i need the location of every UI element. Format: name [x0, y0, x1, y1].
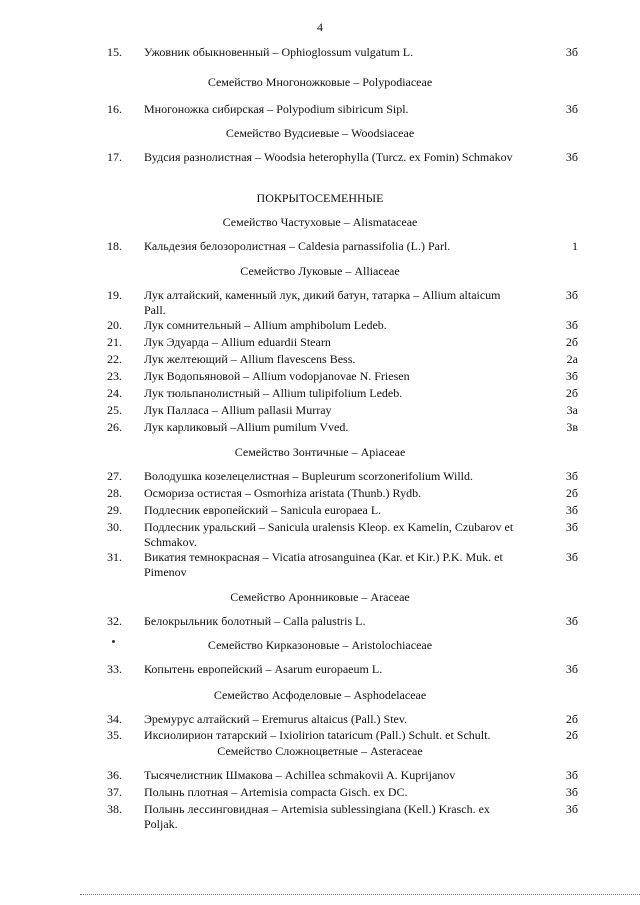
rarity-category: 3б: [565, 102, 578, 116]
species-name: Лук желтеющий – Allium flavescens Bess.: [144, 352, 356, 366]
species-name: Лук Водопьяновой – Allium vodopjanovae N. Friesen: [144, 369, 410, 383]
item-number: 27.: [107, 469, 122, 483]
rarity-category: 3б: [565, 550, 578, 564]
species-name: Кальдезия белозоролистная – Caldesia parnassifolia (L.) Parl.: [144, 239, 451, 253]
item-number: 22.: [107, 352, 122, 366]
item-number: 26.: [107, 420, 122, 434]
rarity-category: 3б: [565, 503, 578, 517]
species-name: Лук Палласа – Allium pallasii Murray: [144, 403, 332, 417]
page-number: 4: [317, 20, 323, 34]
rarity-category: 3а: [566, 403, 578, 417]
item-number: 37.: [107, 785, 122, 799]
item-number: 16.: [107, 102, 122, 116]
rarity-category: 3б: [565, 469, 578, 483]
rarity-category: 3б: [565, 662, 578, 676]
item-number: 36.: [107, 768, 122, 782]
rarity-category: 3б: [565, 318, 578, 332]
rarity-category: 2б: [565, 386, 578, 400]
species-name: Эремурус алтайский – Eremurus altaicus (Pall.) Stev.: [144, 712, 408, 726]
rarity-category: 3в: [566, 420, 578, 434]
item-number: 33.: [107, 662, 122, 676]
species-name: Многоножка сибирская – Polypodium sibiricum Sipl.: [144, 102, 409, 116]
rarity-category: 3б: [565, 614, 578, 628]
item-number: 21.: [107, 335, 122, 349]
species-name: Лук карликовый –Allium pumilum Vved.: [144, 420, 349, 434]
family-heading: Семейство Луковые – Alliaceae: [240, 264, 400, 278]
item-number: 20.: [107, 318, 122, 332]
item-number: 24.: [107, 386, 122, 400]
item-number: 17.: [107, 150, 122, 164]
item-number: 38.: [107, 802, 122, 816]
rarity-category: 2б: [565, 486, 578, 500]
species-name: Иксиолирион татарский – Ixiolirion tataricum (Pall.) Schult. et Schult.: [144, 728, 491, 742]
rarity-category: 3б: [565, 802, 578, 816]
item-number: 28.: [107, 486, 122, 500]
item-number: 34.: [107, 712, 122, 726]
scan-edge-line: [80, 894, 640, 895]
species-name: Полынь лессинговидная – Artemisia sublessingiana (Kell.) Krasch. ex Poljak.: [144, 802, 490, 831]
family-heading: Семейство Вудсиевые – Woodsiaceae: [225, 126, 415, 140]
item-number: 30.: [107, 520, 122, 534]
family-heading: Семейство Аронниковые – Araceae: [230, 590, 410, 604]
item-number: 23.: [107, 369, 122, 383]
rarity-category: 3б: [565, 369, 578, 383]
item-number: 15.: [107, 45, 122, 59]
rarity-category: 2а: [566, 352, 578, 366]
species-name: Копытень европейский – Asarum europaeum L.: [144, 662, 383, 676]
item-number: 29.: [107, 503, 122, 517]
species-name: Вудсия разнолистная – Woodsia heterophylla (Turcz. ex Fomin) Schmakov: [144, 150, 513, 164]
species-name: Викатия темнокрасная – Vicatia atrosanguinea (Kar. et Kir.) P.K. Muk. et Pimenov: [144, 550, 503, 579]
item-number: 19.: [107, 288, 122, 302]
species-name: Осмориза остистая – Osmorhiza aristata (Thunb.) Rydb.: [144, 486, 422, 500]
item-number: 18.: [107, 239, 122, 253]
family-heading: Семейство Кирказоновые – Aristolochiaceae: [207, 638, 433, 652]
scan-speck: [112, 640, 115, 643]
rarity-category: 2б: [565, 335, 578, 349]
family-heading: Семейство Многоножковые – Polypodiaceae: [207, 75, 433, 89]
section-heading: ПОКРЫТОСЕМЕННЫЕ: [256, 191, 384, 205]
species-name: Лук алтайский, каменный лук, дикий батун, татарка – Allium altaicum Pall.: [144, 288, 501, 317]
species-name: Лук Эдуарда – Allium eduardii Stearn: [144, 335, 331, 349]
species-name: Тысячелистник Шмакова – Achillea schmakovii A. Kuprijanov: [144, 768, 456, 782]
species-name: Лук сомнительный – Allium amphibolum Ledeb.: [144, 318, 387, 332]
rarity-category: 3б: [565, 768, 578, 782]
species-name: Ужовник обыкновенный – Ophioglossum vulgatum L.: [144, 45, 414, 59]
rarity-category: 2б: [565, 712, 578, 726]
rarity-category: 3б: [565, 288, 578, 302]
item-number: 25.: [107, 403, 122, 417]
species-name: Подлесник европейский – Sanicula europaea L.: [144, 503, 382, 517]
item-number: 35.: [107, 728, 122, 742]
species-name: Полынь плотная – Artemisia compacta Gisch. ex DC.: [144, 785, 408, 799]
rarity-category: 3б: [565, 150, 578, 164]
rarity-category: 3б: [565, 785, 578, 799]
family-heading: Семейство Сложноцветные – Asteraceae: [217, 744, 423, 758]
rarity-category: 3б: [565, 520, 578, 534]
rarity-category: 2б: [565, 728, 578, 742]
family-heading: Семейство Частуховые – Alismataceae: [222, 215, 418, 229]
item-number: 31.: [107, 550, 122, 564]
species-name: Белокрыльник болотный – Calla palustris L.: [144, 614, 366, 628]
species-name: Подлесник уральский – Sanicula uralensis Kleop. ex Kamelin, Czubarov et Schmakov.: [144, 520, 514, 549]
rarity-category: 3б: [565, 45, 578, 59]
family-heading: Семейство Зонтичные – Apiaceae: [234, 445, 406, 459]
species-name: Володушка козелецелистная – Bupleurum scorzonerifolium Willd.: [144, 469, 474, 483]
rarity-category: 1: [572, 239, 578, 253]
species-name: Лук тюльпанолистный – Allium tulipifolium Ledeb.: [144, 386, 403, 400]
item-number: 32.: [107, 614, 122, 628]
family-heading: Семейство Асфоделовые – Asphodelaceae: [213, 688, 427, 702]
